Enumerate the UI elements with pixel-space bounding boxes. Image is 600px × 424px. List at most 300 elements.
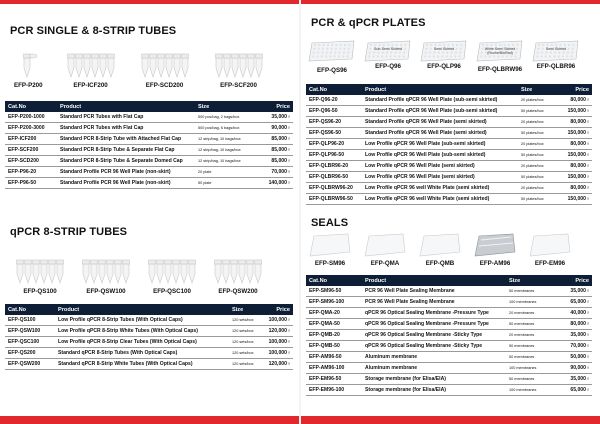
- cell-price: [554, 128, 592, 139]
- table-header-row: [5, 304, 293, 315]
- price-value: 80,000: [570, 119, 586, 125]
- price-value: 65,000: [570, 299, 586, 305]
- cell-product: Low Profile qPCR 96 Well Plate (sub-semi skirted): [362, 150, 518, 161]
- price-value: 80,000: [570, 97, 586, 103]
- cell-product: Standard PCR Tubes with Flat Cap: [57, 112, 195, 123]
- cell-cat: EFP-QS200: [5, 348, 55, 359]
- cell-size: 50 membranes: [506, 319, 554, 330]
- currency-symbol: ₫: [587, 175, 589, 179]
- product-label: EFP-AM96: [479, 260, 511, 267]
- product-item: [362, 37, 414, 74]
- cell-price: [261, 315, 293, 326]
- cell-price: [554, 139, 592, 150]
- seals-title: SEALS: [311, 217, 349, 229]
- product-label: EFP-SM96: [314, 260, 346, 267]
- plate-tag: Semi Skirted: [545, 47, 567, 51]
- table-row: [306, 194, 592, 205]
- product-item: [361, 232, 409, 267]
- price-value: 70,000: [271, 169, 287, 175]
- cell-product: Low Profile qPCR 8-Strip Tubes (With Optical Caps): [55, 315, 229, 326]
- seal-film-icon: [306, 232, 354, 258]
- product-item: [80, 256, 132, 295]
- currency-symbol: ₫: [288, 329, 290, 333]
- table-row: [306, 183, 592, 194]
- price-value: 100,000: [268, 339, 287, 345]
- table-row: [5, 167, 293, 178]
- plate-tag: Sub-Semi Skirted: [374, 47, 402, 51]
- cell-size: 120 sets/box: [229, 337, 261, 348]
- column-header-price: Price: [261, 304, 293, 315]
- cell-price: [554, 308, 592, 319]
- plates-table: [306, 84, 592, 205]
- table-row: [5, 123, 293, 134]
- table-row: [306, 172, 592, 183]
- cell-size: 50 membranes: [506, 374, 554, 385]
- cell-product: PCR 96 Well Plate Sealing Membrane: [362, 297, 506, 308]
- price-value: 50,000: [570, 354, 586, 360]
- price-value: 150,000: [567, 196, 586, 202]
- plate-icon: [306, 37, 358, 65]
- price-value: 35,000: [570, 376, 586, 382]
- cell-price: [261, 337, 293, 348]
- cell-size: 20 plates/box: [518, 161, 554, 172]
- table-row: [306, 106, 592, 117]
- cell-product: Standard Profile PCR 96 Well Plate (non-skirt): [57, 167, 195, 178]
- table-row: [5, 178, 293, 189]
- cell-cat: EFP-QMA-20: [306, 308, 362, 319]
- cell-cat: EFP-QMA-50: [306, 319, 362, 330]
- table-row: [306, 363, 592, 374]
- cell-size: 20 plate: [195, 167, 255, 178]
- currency-symbol: ₫: [587, 197, 589, 201]
- currency-symbol: ₫: [288, 181, 290, 185]
- cell-price: [554, 150, 592, 161]
- cell-cat: EFP-EM96-50: [306, 374, 362, 385]
- seal-film-icon: [526, 232, 574, 258]
- product-label: EFP-EM96: [534, 260, 566, 267]
- column-header-price: Price: [554, 275, 592, 286]
- cell-price: [255, 123, 293, 134]
- price-value: 85,000: [271, 147, 287, 153]
- plate-tag: White Semi Skirted (Roche/BioRad): [484, 47, 516, 55]
- cell-size: 50 plate: [195, 178, 255, 189]
- currency-symbol: ₫: [288, 126, 290, 130]
- cell-product: Low Profile qPCR 96 Well Plate (semi skirted): [362, 161, 518, 172]
- qpcr-tubes-title: qPCR 8-STRIP TUBES: [10, 226, 128, 238]
- tube-strip-icon: [80, 256, 132, 286]
- product-label: EFP-QSW200: [218, 288, 258, 295]
- cell-cat: EFP-AM96-100: [306, 363, 362, 374]
- currency-symbol: ₫: [288, 170, 290, 174]
- column-header-price: Price: [554, 84, 592, 95]
- cell-cat: EFP-QLBRW96-50: [306, 194, 362, 205]
- cell-size: 120 sets/box: [229, 348, 261, 359]
- price-value: 35,000: [271, 114, 287, 120]
- price-value: 80,000: [570, 185, 586, 191]
- currency-symbol: ₫: [587, 322, 589, 326]
- price-value: 120,000: [268, 361, 287, 367]
- table-row: [5, 348, 293, 359]
- table-row: [306, 297, 592, 308]
- cell-product: Standard Profile PCR 96 Well Plate (non-skirt): [57, 178, 195, 189]
- currency-symbol: ₫: [587, 98, 589, 102]
- cell-cat: EFP-P200-3000: [5, 123, 57, 134]
- cell-product: Aluminum membrane: [362, 352, 506, 363]
- price-value: 85,000: [271, 158, 287, 164]
- qpcr-tubes-table: [5, 304, 293, 370]
- currency-symbol: ₫: [587, 333, 589, 337]
- currency-symbol: ₫: [288, 351, 290, 355]
- tube-strip-icon: [146, 256, 198, 286]
- product-item: [418, 37, 470, 74]
- table-row: [5, 326, 293, 337]
- cell-price: [554, 374, 592, 385]
- seals-products: [306, 232, 581, 267]
- cell-price: [255, 112, 293, 123]
- product-label: EFP-QLBR96: [536, 62, 576, 70]
- column-header-cat: Cat.No: [306, 84, 362, 95]
- cell-size: 100 membranes: [506, 297, 554, 308]
- cell-size: 50 plates/box: [518, 194, 554, 205]
- cell-price: [554, 194, 592, 205]
- cell-cat: EFP-SCF200: [5, 145, 57, 156]
- table-row: [306, 128, 592, 139]
- currency-symbol: ₫: [587, 186, 589, 190]
- seals-table: [306, 275, 592, 396]
- cell-price: [554, 95, 592, 106]
- currency-symbol: ₫: [288, 148, 290, 152]
- cell-size: 50 plates/box: [518, 106, 554, 117]
- cell-cat: EFP-SM96-100: [306, 297, 362, 308]
- cell-cat: EFP-QS100: [5, 315, 55, 326]
- cell-size: 50 plates/box: [518, 128, 554, 139]
- cell-price: [255, 156, 293, 167]
- cell-size: 120 sets/box: [229, 326, 261, 337]
- table-row: [306, 330, 592, 341]
- cell-size: 100 membranes: [506, 363, 554, 374]
- cell-product: Low Profile qPCR 8-Strip Clear Tubes (With Optical Caps): [55, 337, 229, 348]
- table-row: [306, 95, 592, 106]
- cell-cat: EFP-QSC100: [5, 337, 55, 348]
- product-label: EFP-QLBRW96: [477, 66, 523, 74]
- table-row: [306, 139, 592, 150]
- cell-product: Storage membrane (for Elisa/EIA): [362, 374, 506, 385]
- cell-product: qPCR 96 Optical Sealing Membrane -Sticky Type: [362, 341, 506, 352]
- cell-price: [554, 341, 592, 352]
- cell-price: [554, 117, 592, 128]
- product-item: [213, 50, 265, 89]
- column-header-cat: Cat.No: [306, 275, 362, 286]
- single-tube-icon: [17, 50, 39, 80]
- currency-symbol: ₫: [587, 289, 589, 293]
- price-value: 100,000: [268, 317, 287, 323]
- cell-cat: EFP-QLP96-20: [306, 139, 362, 150]
- plates-title: PCR & qPCR PLATES: [311, 17, 426, 29]
- price-value: 80,000: [570, 141, 586, 147]
- currency-symbol: ₫: [587, 300, 589, 304]
- tube-strip-icon: [65, 50, 117, 80]
- cell-cat: EFP-QS96-20: [306, 117, 362, 128]
- cell-size: 50 membranes: [506, 352, 554, 363]
- currency-symbol: ₫: [587, 344, 589, 348]
- cell-price: [554, 352, 592, 363]
- plates-products: [306, 37, 586, 74]
- table-row: [306, 286, 592, 297]
- cell-product: Standard PCR 8-Strip Tube & Separate Flat Cap: [57, 145, 195, 156]
- cell-size: 500 pcs/bag, 6 bags/box: [195, 123, 255, 134]
- column-header-cat: Cat.No: [5, 101, 57, 112]
- cell-product: qPCR 96 Optical Sealing Membrane -Pressure Type: [362, 308, 506, 319]
- price-value: 40,000: [570, 310, 586, 316]
- cell-product: Storage membrane (for Elisa/EIA): [362, 385, 506, 396]
- cell-product: Low Profile qPCR 96 well White Plate (semi skirted): [362, 194, 518, 205]
- price-value: 100,000: [268, 350, 287, 356]
- cell-size: 12 strip/bag, 10 bags/box: [195, 145, 255, 156]
- table-row: [306, 161, 592, 172]
- price-value: 150,000: [567, 130, 586, 136]
- cell-size: 50 plates/box: [518, 172, 554, 183]
- cell-product: Standard Profile qPCR 96 Well Plate (sub-semi skirted): [362, 95, 518, 106]
- cell-price: [554, 106, 592, 117]
- table-row: [306, 385, 592, 396]
- tube-strip-icon: [213, 50, 265, 80]
- currency-symbol: ₫: [288, 137, 290, 141]
- product-item: [416, 232, 464, 267]
- cell-cat: EFP-QLBRW96-20: [306, 183, 362, 194]
- cell-product: Standard PCR 8-Strip Tube with Attached Flat Cap: [57, 134, 195, 145]
- product-label: EFP-QMA: [370, 260, 400, 267]
- cell-price: [554, 330, 592, 341]
- cell-product: Standard PCR Tubes with Flat Cap: [57, 123, 195, 134]
- currency-symbol: ₫: [288, 159, 290, 163]
- column-header-price: Price: [255, 101, 293, 112]
- price-value: 80,000: [570, 163, 586, 169]
- table-row: [306, 341, 592, 352]
- cell-price: [255, 167, 293, 178]
- table-header-row: [5, 101, 293, 112]
- price-value: 150,000: [567, 108, 586, 114]
- cell-size: 100 membranes: [506, 385, 554, 396]
- cell-price: [554, 183, 592, 194]
- product-item: [65, 50, 117, 89]
- cell-price: [554, 161, 592, 172]
- column-header-size: Size: [518, 84, 554, 95]
- cell-cat: EFP-QLP96-50: [306, 150, 362, 161]
- cell-product: Low Profile qPCR 96 Well Plate (semi skirted): [362, 172, 518, 183]
- currency-symbol: ₫: [587, 153, 589, 157]
- tube-strip-icon: [14, 256, 66, 286]
- product-label: EFP-QS96: [317, 67, 347, 74]
- cell-cat: EFP-ICF200: [5, 134, 57, 145]
- product-item: [526, 232, 574, 267]
- product-item: [474, 37, 526, 74]
- price-value: 120,000: [268, 328, 287, 334]
- cell-price: [554, 363, 592, 374]
- cell-price: [261, 326, 293, 337]
- column-header-product: Product: [57, 101, 195, 112]
- product-label: EFP-QSW100: [86, 288, 126, 295]
- currency-symbol: ₫: [587, 131, 589, 135]
- cell-cat: EFP-Q96-50: [306, 106, 362, 117]
- cell-product: PCR 96 Well Plate Sealing Membrane: [362, 286, 506, 297]
- cell-product: Low Profile qPCR 96 well White Plate (semi skirted): [362, 183, 518, 194]
- price-value: 85,000: [271, 136, 287, 142]
- product-label: EFP-QMB: [425, 260, 455, 267]
- currency-symbol: ₫: [587, 355, 589, 359]
- currency-symbol: ₫: [288, 115, 290, 119]
- cell-cat: EFP-P96-50: [5, 178, 57, 189]
- column-header-product: Product: [55, 304, 229, 315]
- product-item: [146, 256, 198, 295]
- cell-cat: EFP-QMB-50: [306, 341, 362, 352]
- product-label: EFP-SCF200: [220, 82, 257, 89]
- product-label: EFP-P200: [14, 82, 43, 89]
- currency-symbol: ₫: [587, 120, 589, 124]
- price-value: 90,000: [570, 365, 586, 371]
- product-label: EFP-Q96: [375, 62, 401, 70]
- currency-symbol: ₫: [587, 311, 589, 315]
- cell-cat: EFP-P96-20: [5, 167, 57, 178]
- price-value: 35,000: [570, 288, 586, 294]
- table-row: [5, 134, 293, 145]
- table-row: [306, 117, 592, 128]
- cell-cat: EFP-QSW100: [5, 326, 55, 337]
- currency-symbol: ₫: [587, 109, 589, 113]
- currency-symbol: ₫: [587, 142, 589, 146]
- cell-price: [261, 359, 293, 370]
- table-row: [5, 315, 293, 326]
- tube-strip-icon: [212, 256, 264, 286]
- table-row: [306, 374, 592, 385]
- cell-size: 120 sets/box: [229, 315, 261, 326]
- cell-size: 20 plates/box: [518, 139, 554, 150]
- cell-cat: EFP-SCD200: [5, 156, 57, 167]
- seal-film-icon: [361, 232, 409, 258]
- price-value: 90,000: [271, 125, 287, 131]
- product-item: [471, 232, 519, 267]
- column-header-size: Size: [195, 101, 255, 112]
- product-item: [14, 50, 43, 89]
- cell-product: Low Profile qPCR 96 Well Plate (sub-semi skirted): [362, 139, 518, 150]
- currency-symbol: ₫: [288, 340, 290, 344]
- pcr-tubes-table: [5, 101, 293, 189]
- cell-size: 20 plates/box: [518, 117, 554, 128]
- cell-price: [554, 172, 592, 183]
- currency-symbol: ₫: [587, 366, 589, 370]
- column-header-size: Size: [506, 275, 554, 286]
- table-row: [306, 150, 592, 161]
- cell-cat: EFP-QLBR96-20: [306, 161, 362, 172]
- table-row: [306, 308, 592, 319]
- product-label: EFP-QS100: [23, 288, 57, 295]
- cell-size: 12 strip/bag, 10 bags/box: [195, 156, 255, 167]
- cell-cat: EFP-QS96-50: [306, 128, 362, 139]
- page-divider: [299, 0, 301, 424]
- plate-tag: Semi Skirted: [433, 47, 455, 51]
- cell-size: 50 membranes: [506, 341, 554, 352]
- cell-cat: EFP-P200-1000: [5, 112, 57, 123]
- table-row: [5, 145, 293, 156]
- cell-price: [554, 286, 592, 297]
- cell-size: 120 sets/box: [229, 359, 261, 370]
- product-label: EFP-SCD200: [145, 82, 184, 89]
- currency-symbol: ₫: [587, 388, 589, 392]
- pcr-tubes-title: PCR SINGLE & 8-STRIP TUBES: [10, 25, 177, 37]
- cell-product: Low Profile qPCR 8-Strip White Tubes (With Optical Caps): [55, 326, 229, 337]
- cell-cat: EFP-Q96-20: [306, 95, 362, 106]
- cell-size: 500 pcs/bag, 2 bags/box: [195, 112, 255, 123]
- table-row: [5, 359, 293, 370]
- cell-price: [554, 297, 592, 308]
- cell-product: qPCR 96 Optical Sealing Membrane -Sticky Type: [362, 330, 506, 341]
- currency-symbol: ₫: [587, 377, 589, 381]
- table-row: [306, 352, 592, 363]
- product-label: EFP-ICF200: [73, 82, 108, 89]
- qpcr-tubes-products: [14, 256, 278, 295]
- pcr-tubes-products: [14, 50, 287, 89]
- cell-size: 20 plates/box: [518, 183, 554, 194]
- foil-seal-icon: [471, 232, 519, 258]
- table-row: [5, 112, 293, 123]
- table-header-row: [306, 275, 592, 286]
- cell-cat: EFP-QSW200: [5, 359, 55, 370]
- cell-size: 50 membranes: [506, 286, 554, 297]
- product-label: EFP-QLP96: [427, 62, 461, 70]
- product-label: EFP-QSC100: [153, 288, 191, 295]
- product-item: [306, 232, 354, 267]
- cell-cat: EFP-SM96-50: [306, 286, 362, 297]
- product-item: [14, 256, 66, 295]
- cell-price: [554, 385, 592, 396]
- product-item: [139, 50, 191, 89]
- column-header-product: Product: [362, 84, 518, 95]
- cell-price: [554, 319, 592, 330]
- cell-product: Standard Profile qPCR 96 Well Plate (semi skirted): [362, 117, 518, 128]
- price-value: 150,000: [567, 152, 586, 158]
- cell-product: Aluminum membrane: [362, 363, 506, 374]
- table-row: [306, 319, 592, 330]
- cell-cat: EFP-QMB-20: [306, 330, 362, 341]
- cell-product: Standard PCR 8-Strip Tube & Separate Domed Cap: [57, 156, 195, 167]
- cell-product: Standard Profile qPCR 96 Well Plate (semi skirted): [362, 128, 518, 139]
- table-row: [5, 337, 293, 348]
- table-header-row: [306, 84, 592, 95]
- price-value: 80,000: [570, 321, 586, 327]
- seal-film-icon: [416, 232, 464, 258]
- price-value: 150,000: [567, 174, 586, 180]
- cell-product: Standard Profile qPCR 96 Well Plate (sub-semi skirted): [362, 106, 518, 117]
- column-header-cat: Cat.No: [5, 304, 55, 315]
- column-header-product: Product: [362, 275, 506, 286]
- cell-cat: EFP-AM96-50: [306, 352, 362, 363]
- cell-product: Standard qPCR 8-Strip White Tubes (With Optical Caps): [55, 359, 229, 370]
- currency-symbol: ₫: [587, 164, 589, 168]
- table-row: [5, 156, 293, 167]
- cell-size: 20 membranes: [506, 308, 554, 319]
- product-item: [530, 37, 582, 74]
- cell-price: [255, 134, 293, 145]
- cell-price: [255, 145, 293, 156]
- column-header-size: Size: [229, 304, 261, 315]
- price-value: 65,000: [570, 387, 586, 393]
- tube-strip-icon: [139, 50, 191, 80]
- currency-symbol: ₫: [288, 318, 290, 322]
- cell-cat: EFP-EM96-100: [306, 385, 362, 396]
- product-item: [306, 37, 358, 74]
- cell-product: Standard qPCR 8-Strip Tubes (With Optical Caps): [55, 348, 229, 359]
- product-item: [212, 256, 264, 295]
- cell-size: 12 strip/bag, 10 bags/box: [195, 134, 255, 145]
